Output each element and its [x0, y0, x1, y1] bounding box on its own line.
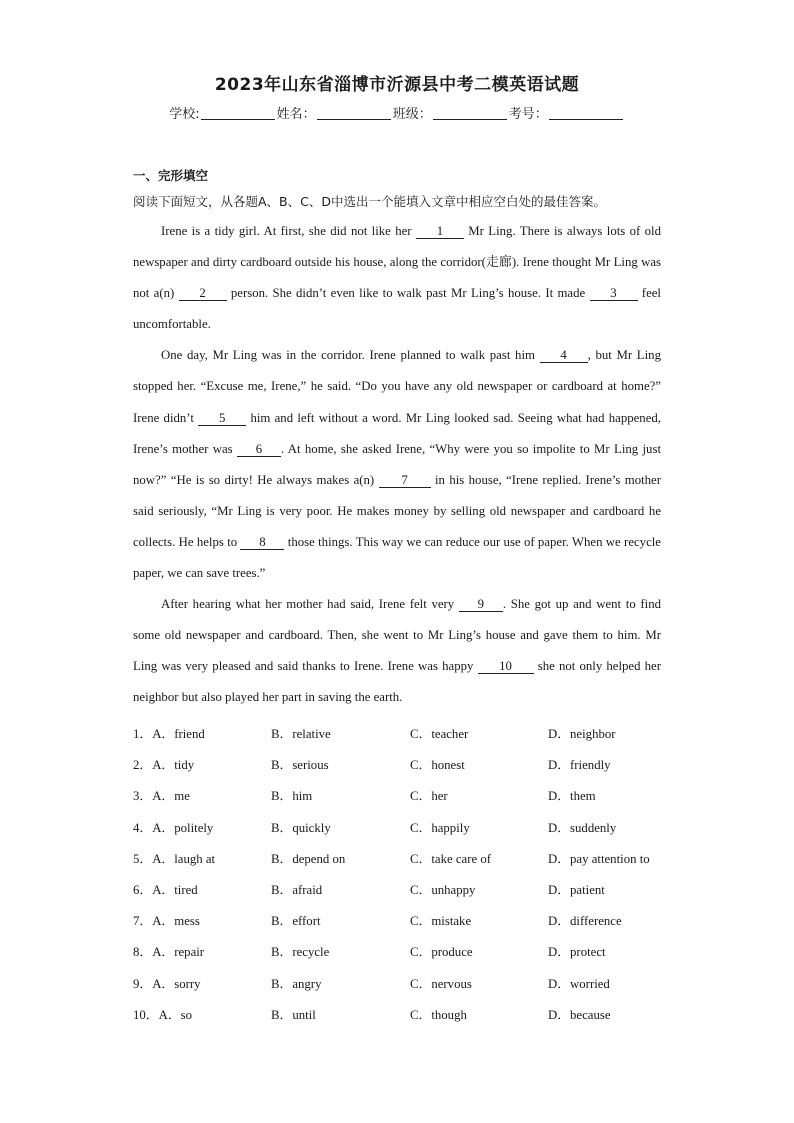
option-a[interactable]: 6．A．tired — [133, 882, 198, 897]
option-d[interactable]: D．them — [548, 789, 596, 804]
option-d[interactable]: D．protect — [548, 945, 606, 960]
option-a[interactable]: 8．A．repair — [133, 945, 205, 960]
blank-8: 8 — [240, 535, 284, 550]
cloze-passage — [133, 216, 661, 714]
answer-options — [133, 720, 673, 1032]
blank-10: 10 — [478, 659, 534, 674]
text-segment: him and left without a word. Mr Ling looked sad. Seeing what had happened, Irene’s mother was — [133, 410, 661, 456]
instructions: 阅读下面短文，从各题A、B、C、D中选出一个能填入文章中相应空白处的最佳答案。 — [133, 194, 606, 209]
text-segment: . At home, she asked Irene, “Why were you so impolite to Mr Ling just now?” “He is so dirty! He always makes a(n) — [133, 441, 661, 487]
option-b[interactable]: B．until — [271, 1007, 316, 1022]
text-segment: Irene is a tidy girl. At first, she did not like her — [161, 224, 416, 238]
option-c[interactable]: C．produce — [410, 945, 473, 960]
option-row-2 — [133, 751, 673, 782]
option-b[interactable]: B．serious — [271, 758, 329, 773]
option-d[interactable]: D．difference — [548, 914, 622, 929]
blank-3: 3 — [590, 286, 638, 301]
school-blank[interactable] — [201, 107, 275, 120]
page-title: 2023年山东省淄博市沂源县中考二模英语试题 — [214, 75, 580, 95]
class-blank[interactable] — [433, 107, 507, 120]
option-a[interactable]: 1．A．friend — [133, 727, 205, 741]
paragraph-2 — [133, 340, 661, 589]
option-c[interactable]: C．honest — [410, 758, 465, 773]
option-a[interactable]: 9．A．sorry — [133, 976, 201, 991]
option-b[interactable]: B．angry — [271, 976, 322, 991]
option-row-10 — [133, 1001, 673, 1032]
option-b[interactable]: B．depend on — [271, 851, 346, 866]
paragraph-1 — [133, 216, 661, 340]
student-info-line — [0, 103, 794, 122]
option-b[interactable]: B．afraid — [271, 882, 323, 897]
option-row-8 — [133, 938, 673, 969]
option-row-4 — [133, 814, 673, 845]
blank-1: 1 — [416, 224, 464, 239]
text-segment: those things. This way we can reduce our use of paper. When we recycle paper, we can save trees.” — [133, 534, 661, 581]
text-segment: . She got up and went to find some old newspaper and cardboard. Then, she went to Mr Ling’s house and gave them to him. Mr Ling was very pleased and said thanks to Irene. Irene was happy — [133, 597, 662, 674]
blank-9: 9 — [459, 597, 503, 612]
option-row-1 — [133, 720, 673, 751]
paragraph-3 — [133, 589, 661, 713]
option-row-6 — [133, 876, 673, 907]
option-d[interactable]: D．suddenly — [548, 820, 617, 835]
option-c[interactable]: C．unhappy — [410, 882, 476, 897]
option-c[interactable]: C．take care of — [410, 851, 492, 866]
option-b[interactable]: B．relative — [271, 727, 331, 741]
option-row-9 — [133, 970, 673, 1001]
option-a[interactable]: 2．A．tidy — [133, 758, 195, 773]
option-c[interactable]: C．nervous — [410, 976, 472, 991]
option-a[interactable]: 3．A．me — [133, 789, 190, 804]
name-blank[interactable] — [317, 107, 391, 120]
text-segment: in his house, “Irene replied. Irene’s mother said seriously, “Mr Ling is very poor. He makes money by selling old newspaper and cardboard he collects. He helps to — [133, 472, 662, 549]
option-a[interactable]: 5．A．laugh at — [133, 851, 216, 866]
option-c[interactable]: C．though — [410, 1007, 467, 1022]
option-a[interactable]: 4．A．politely — [133, 820, 214, 835]
option-d[interactable]: D．pay attention to — [548, 851, 650, 866]
blank-2: 2 — [179, 286, 227, 301]
text-segment: Mr Ling. There is always lots of old newspaper and dirty cardboard outside his house, along the corridor(走廊). Irene thought Mr Ling was not a(n) — [133, 224, 662, 301]
number-blank[interactable] — [549, 107, 623, 120]
text-segment: , but Mr Ling stopped her. “Excuse me, Irene,” he said. “Do you have any old newspaper or cardboard at home?” Irene didn’t — [133, 348, 661, 425]
name-label: 姓名： — [276, 107, 316, 122]
section-title: 一、完形填空 — [133, 168, 209, 183]
option-b[interactable]: B．recycle — [271, 945, 330, 960]
text-segment: she not only helped her neighbor but also played her part in saving the earth. — [133, 659, 662, 705]
blank-7: 7 — [379, 473, 431, 488]
option-row-3 — [133, 782, 673, 813]
text-segment: One day, Mr Ling was in the corridor. Irene planned to walk past him — [161, 348, 540, 363]
school-label: 学校: — [169, 107, 200, 122]
option-c[interactable]: C．her — [410, 789, 448, 804]
option-d[interactable]: D．worried — [548, 976, 610, 991]
option-d[interactable]: D．because — [548, 1007, 611, 1022]
option-d[interactable]: D．patient — [548, 882, 605, 897]
option-b[interactable]: B．quickly — [271, 820, 331, 835]
option-c[interactable]: C．teacher — [410, 727, 469, 741]
text-segment: person. She didn’t even like to walk past Mr Ling’s house. It made — [226, 286, 590, 301]
blank-6: 6 — [237, 442, 281, 457]
option-a[interactable]: 7．A．mess — [133, 914, 200, 929]
option-row-5 — [133, 845, 673, 876]
class-label: 班级： — [392, 107, 432, 122]
text-segment: After hearing what her mother had said, Irene felt very — [161, 597, 459, 612]
option-b[interactable]: B．him — [271, 789, 313, 804]
blank-5: 5 — [198, 411, 246, 426]
text-segment: feel uncomfortable. — [133, 286, 661, 332]
option-a[interactable]: 10．A．so — [133, 1007, 193, 1022]
option-b[interactable]: B．effort — [271, 914, 321, 929]
option-c[interactable]: C．happily — [410, 820, 470, 835]
option-d[interactable]: D．neighbor — [548, 727, 616, 741]
number-label: 考号： — [508, 107, 548, 122]
option-c[interactable]: C．mistake — [410, 914, 472, 929]
option-d[interactable]: D．friendly — [548, 758, 611, 773]
option-row-7 — [133, 907, 673, 938]
blank-4: 4 — [540, 348, 588, 363]
